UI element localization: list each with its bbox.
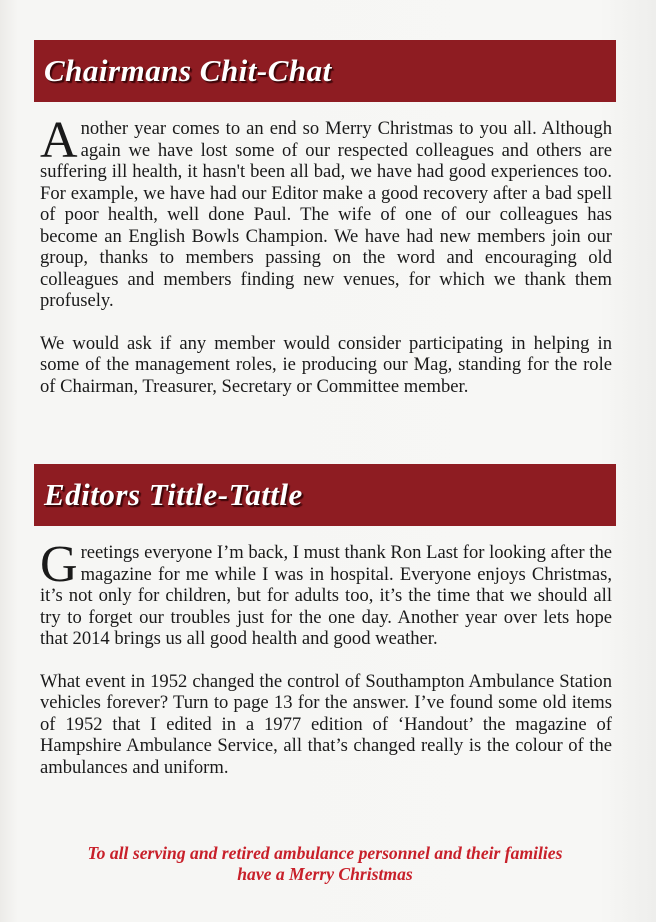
- closing-greeting: [34, 843, 616, 885]
- editor-paragraph-2: What event in 1952 changed the control of Southampton Ambulance Station vehicles forever? Turn to page 13 for the answer. I’ve found some old items of 1952 that I edited in a 1977 edition of ‘Handout’ the magazine of Hampshire Ambulance Service, all that’s changed really is the colour of the ambulances and uniform.: [40, 670, 612, 778]
- chairman-heading: Chairmans Chit-Chat: [44, 53, 332, 88]
- editor-heading: Editors Tittle-Tattle: [44, 477, 303, 512]
- chairman-heading-banner: [34, 40, 616, 102]
- editor-section: [34, 464, 616, 778]
- editor-body: [34, 536, 616, 778]
- editor-dropcap: G: [40, 536, 78, 593]
- editor-heading-banner: [34, 464, 616, 526]
- chairman-paragraph-2: We would ask if any member would consider participating in helping in some of the management roles, ie producing our Mag, standing for the role of Chairman, Treasurer, Secretary or Committee member.: [40, 332, 612, 397]
- chairman-body: [34, 112, 616, 397]
- chairman-paragraph-1-text: nother year comes to an end so Merry Christmas to you all. Although again we have lost some of our respected colleagues and others are suffering ill health, it hasn't been all bad, we have had good experiences too. For example, we have had our Editor make a good recovery after a bad spell of poor health, well done Paul. The wife of one of our colleagues has become an English Bowls Champion. We have had new members join our group, thanks to members passing on the word and encouraging old colleagues and members finding new venues, for which we thank them profusely.: [40, 118, 612, 311]
- closing-line-2: have a Merry Christmas: [237, 864, 413, 884]
- editor-paragraph-1: [40, 536, 612, 650]
- chairman-section: [34, 40, 616, 397]
- chairman-paragraph-1: [40, 112, 612, 312]
- closing-line-1: To all serving and retired ambulance personnel and their families: [87, 843, 563, 863]
- chairman-dropcap: A: [40, 112, 78, 169]
- editor-paragraph-1-text: reetings everyone I’m back, I must thank Ron Last for looking after the magazine for me while I was in hospital. Everyone enjoys Christmas, it’s not only for children, but for adults too, it’s the time that we should all try to forget our troubles just for the one day. Another year over lets hope that 2014 brings us all good health and good weather.: [40, 542, 612, 649]
